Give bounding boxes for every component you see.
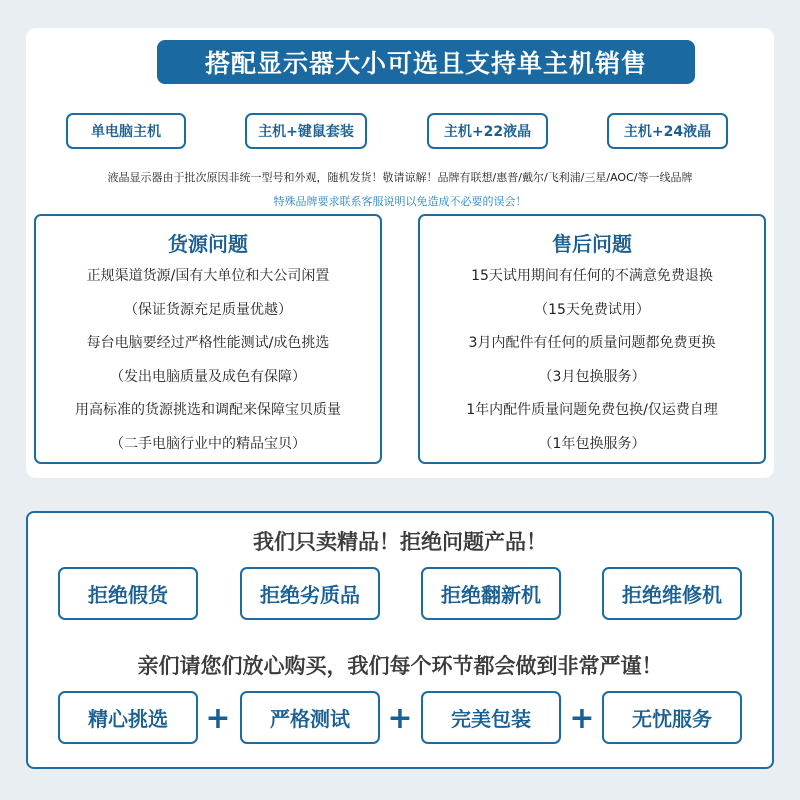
step-strict-testing: 严格测试 bbox=[240, 691, 380, 744]
special-brand-notice: 特殊品牌要求联系客服说明以免造成不必要的误会！ bbox=[273, 195, 527, 208]
option-host-keyboard-mouse[interactable]: 主机+键鼠套装 bbox=[245, 113, 367, 149]
aftersale-line: （1年包换服务） bbox=[538, 435, 646, 452]
refuse-repaired-badge: 拒绝维修机 bbox=[602, 567, 742, 620]
aftersale-panel-title: 售后问题 bbox=[552, 232, 632, 256]
supply-line: 正规渠道货源/国有大单位和大公司闲置 bbox=[86, 268, 330, 284]
supply-line: （保证货源充足质量优越） bbox=[124, 301, 292, 318]
monitor-notice: 液晶显示器由于批次原因非统一型号和外观，随机发货！敬请谅解！品牌有联想/惠普/戴尔/飞利浦/三星/AOC/等一线品牌 bbox=[107, 171, 693, 184]
supply-panel bbox=[34, 214, 382, 464]
quality-promise-card bbox=[26, 511, 774, 769]
top-info-card bbox=[26, 28, 774, 478]
plus-icon: + bbox=[205, 700, 231, 736]
supply-line: 用高标准的货源挑选和调配来保障宝贝质量 bbox=[75, 402, 341, 418]
option-host-22-monitor[interactable]: 主机+22液晶 bbox=[427, 113, 548, 149]
supply-line: （二手电脑行业中的精品宝贝） bbox=[110, 435, 306, 452]
supply-panel-title: 货源问题 bbox=[168, 232, 248, 256]
refuse-inferior-badge: 拒绝劣质品 bbox=[240, 567, 380, 620]
step-perfect-packaging: 完美包装 bbox=[421, 691, 561, 744]
option-host-24-monitor[interactable]: 主机+24液晶 bbox=[607, 113, 728, 149]
title-banner: 搭配显示器大小可选且支持单主机销售 bbox=[157, 40, 695, 84]
plus-icon: + bbox=[387, 700, 413, 736]
aftersale-panel bbox=[418, 214, 766, 464]
refuse-fake-badge: 拒绝假货 bbox=[58, 567, 198, 620]
aftersale-line: 15天试用期间有任何的不满意免费退换 bbox=[471, 268, 713, 284]
step-worry-free-service: 无忧服务 bbox=[602, 691, 742, 744]
supply-line: （发出电脑质量及成色有保障） bbox=[110, 368, 306, 385]
aftersale-line: （15天免费试用） bbox=[534, 301, 650, 318]
supply-line: 每台电脑要经过严格性能测试/成色挑选 bbox=[86, 335, 330, 351]
aftersale-line: （3月包换服务） bbox=[538, 368, 646, 385]
aftersale-line: 1年内配件质量问题免费包换/仅运费自理 bbox=[466, 402, 718, 418]
quality-headline: 我们只卖精品！拒绝问题产品！ bbox=[253, 530, 547, 554]
option-host-only[interactable]: 单电脑主机 bbox=[66, 113, 186, 149]
aftersale-line: 3月内配件有任何的质量问题都免费更换 bbox=[468, 335, 716, 351]
process-headline: 亲们请您们放心购买，我们每个环节都会做到非常严谨！ bbox=[137, 654, 663, 678]
plus-icon: + bbox=[569, 700, 595, 736]
step-careful-selection: 精心挑选 bbox=[58, 691, 198, 744]
refuse-refurbished-badge: 拒绝翻新机 bbox=[421, 567, 561, 620]
